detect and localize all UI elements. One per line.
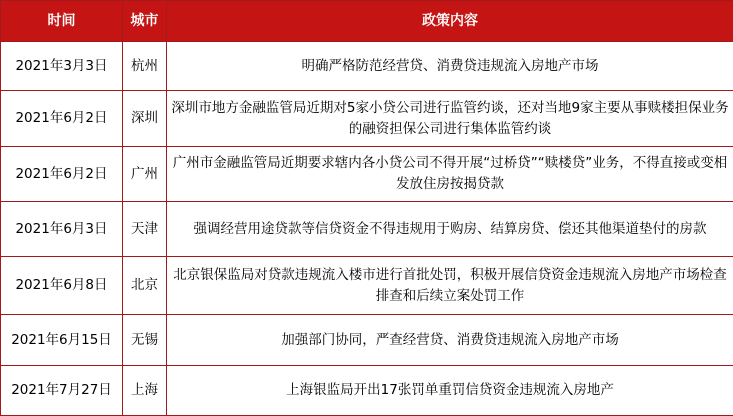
table-row xyxy=(1,202,733,257)
cell-city: 杭州 xyxy=(123,42,167,91)
table-row xyxy=(1,91,733,147)
cell-date: 2021年6月8日 xyxy=(1,257,123,315)
header-row xyxy=(1,1,733,42)
cell-policy: 北京银保监局对贷款违规流入楼市进行首批处罚，积极开展信贷资金违规流入房地产市场检查排查和后续立案处罚工作 xyxy=(167,257,733,315)
table-body xyxy=(1,42,733,416)
cell-date: 2021年6月2日 xyxy=(1,147,123,202)
cell-city: 北京 xyxy=(123,257,167,315)
cell-policy: 深圳市地方金融监管局近期对5家小贷公司进行监管约谈，还对当地9家主要从事赎楼担保业务的融资担保公司进行集体监管约谈 xyxy=(167,91,733,147)
cell-city: 广州 xyxy=(123,147,167,202)
cell-date: 2021年6月2日 xyxy=(1,91,123,147)
table-row xyxy=(1,257,733,315)
cell-policy: 明确严格防范经营贷、消费贷违规流入房地产市场 xyxy=(167,42,733,91)
cell-city: 上海 xyxy=(123,366,167,416)
table-header xyxy=(1,1,733,42)
cell-policy: 强调经营用途贷款等信贷资金不得违规用于购房、结算房贷、偿还其他渠道垫付的房款 xyxy=(167,202,733,257)
table-row xyxy=(1,42,733,91)
table-row xyxy=(1,315,733,366)
header-policy: 政策内容 xyxy=(167,1,733,42)
header-city: 城市 xyxy=(123,1,167,42)
cell-date: 2021年3月3日 xyxy=(1,42,123,91)
table-row xyxy=(1,147,733,202)
cell-policy: 上海银监局开出17张罚单重罚信贷资金违规流入房地产 xyxy=(167,366,733,416)
cell-policy: 广州市金融监管局近期要求辖内各小贷公司不得开展“过桥贷”“赎楼贷”业务，不得直接或变相发放住房按揭贷款 xyxy=(167,147,733,202)
cell-policy: 加强部门协同，严查经营贷、消费贷违规流入房地产市场 xyxy=(167,315,733,366)
header-date: 时间 xyxy=(1,1,123,42)
cell-date: 2021年6月15日 xyxy=(1,315,123,366)
table-row xyxy=(1,366,733,416)
cell-city: 深圳 xyxy=(123,91,167,147)
cell-city: 天津 xyxy=(123,202,167,257)
cell-date: 2021年7月27日 xyxy=(1,366,123,416)
cell-city: 无锡 xyxy=(123,315,167,366)
cell-date: 2021年6月3日 xyxy=(1,202,123,257)
